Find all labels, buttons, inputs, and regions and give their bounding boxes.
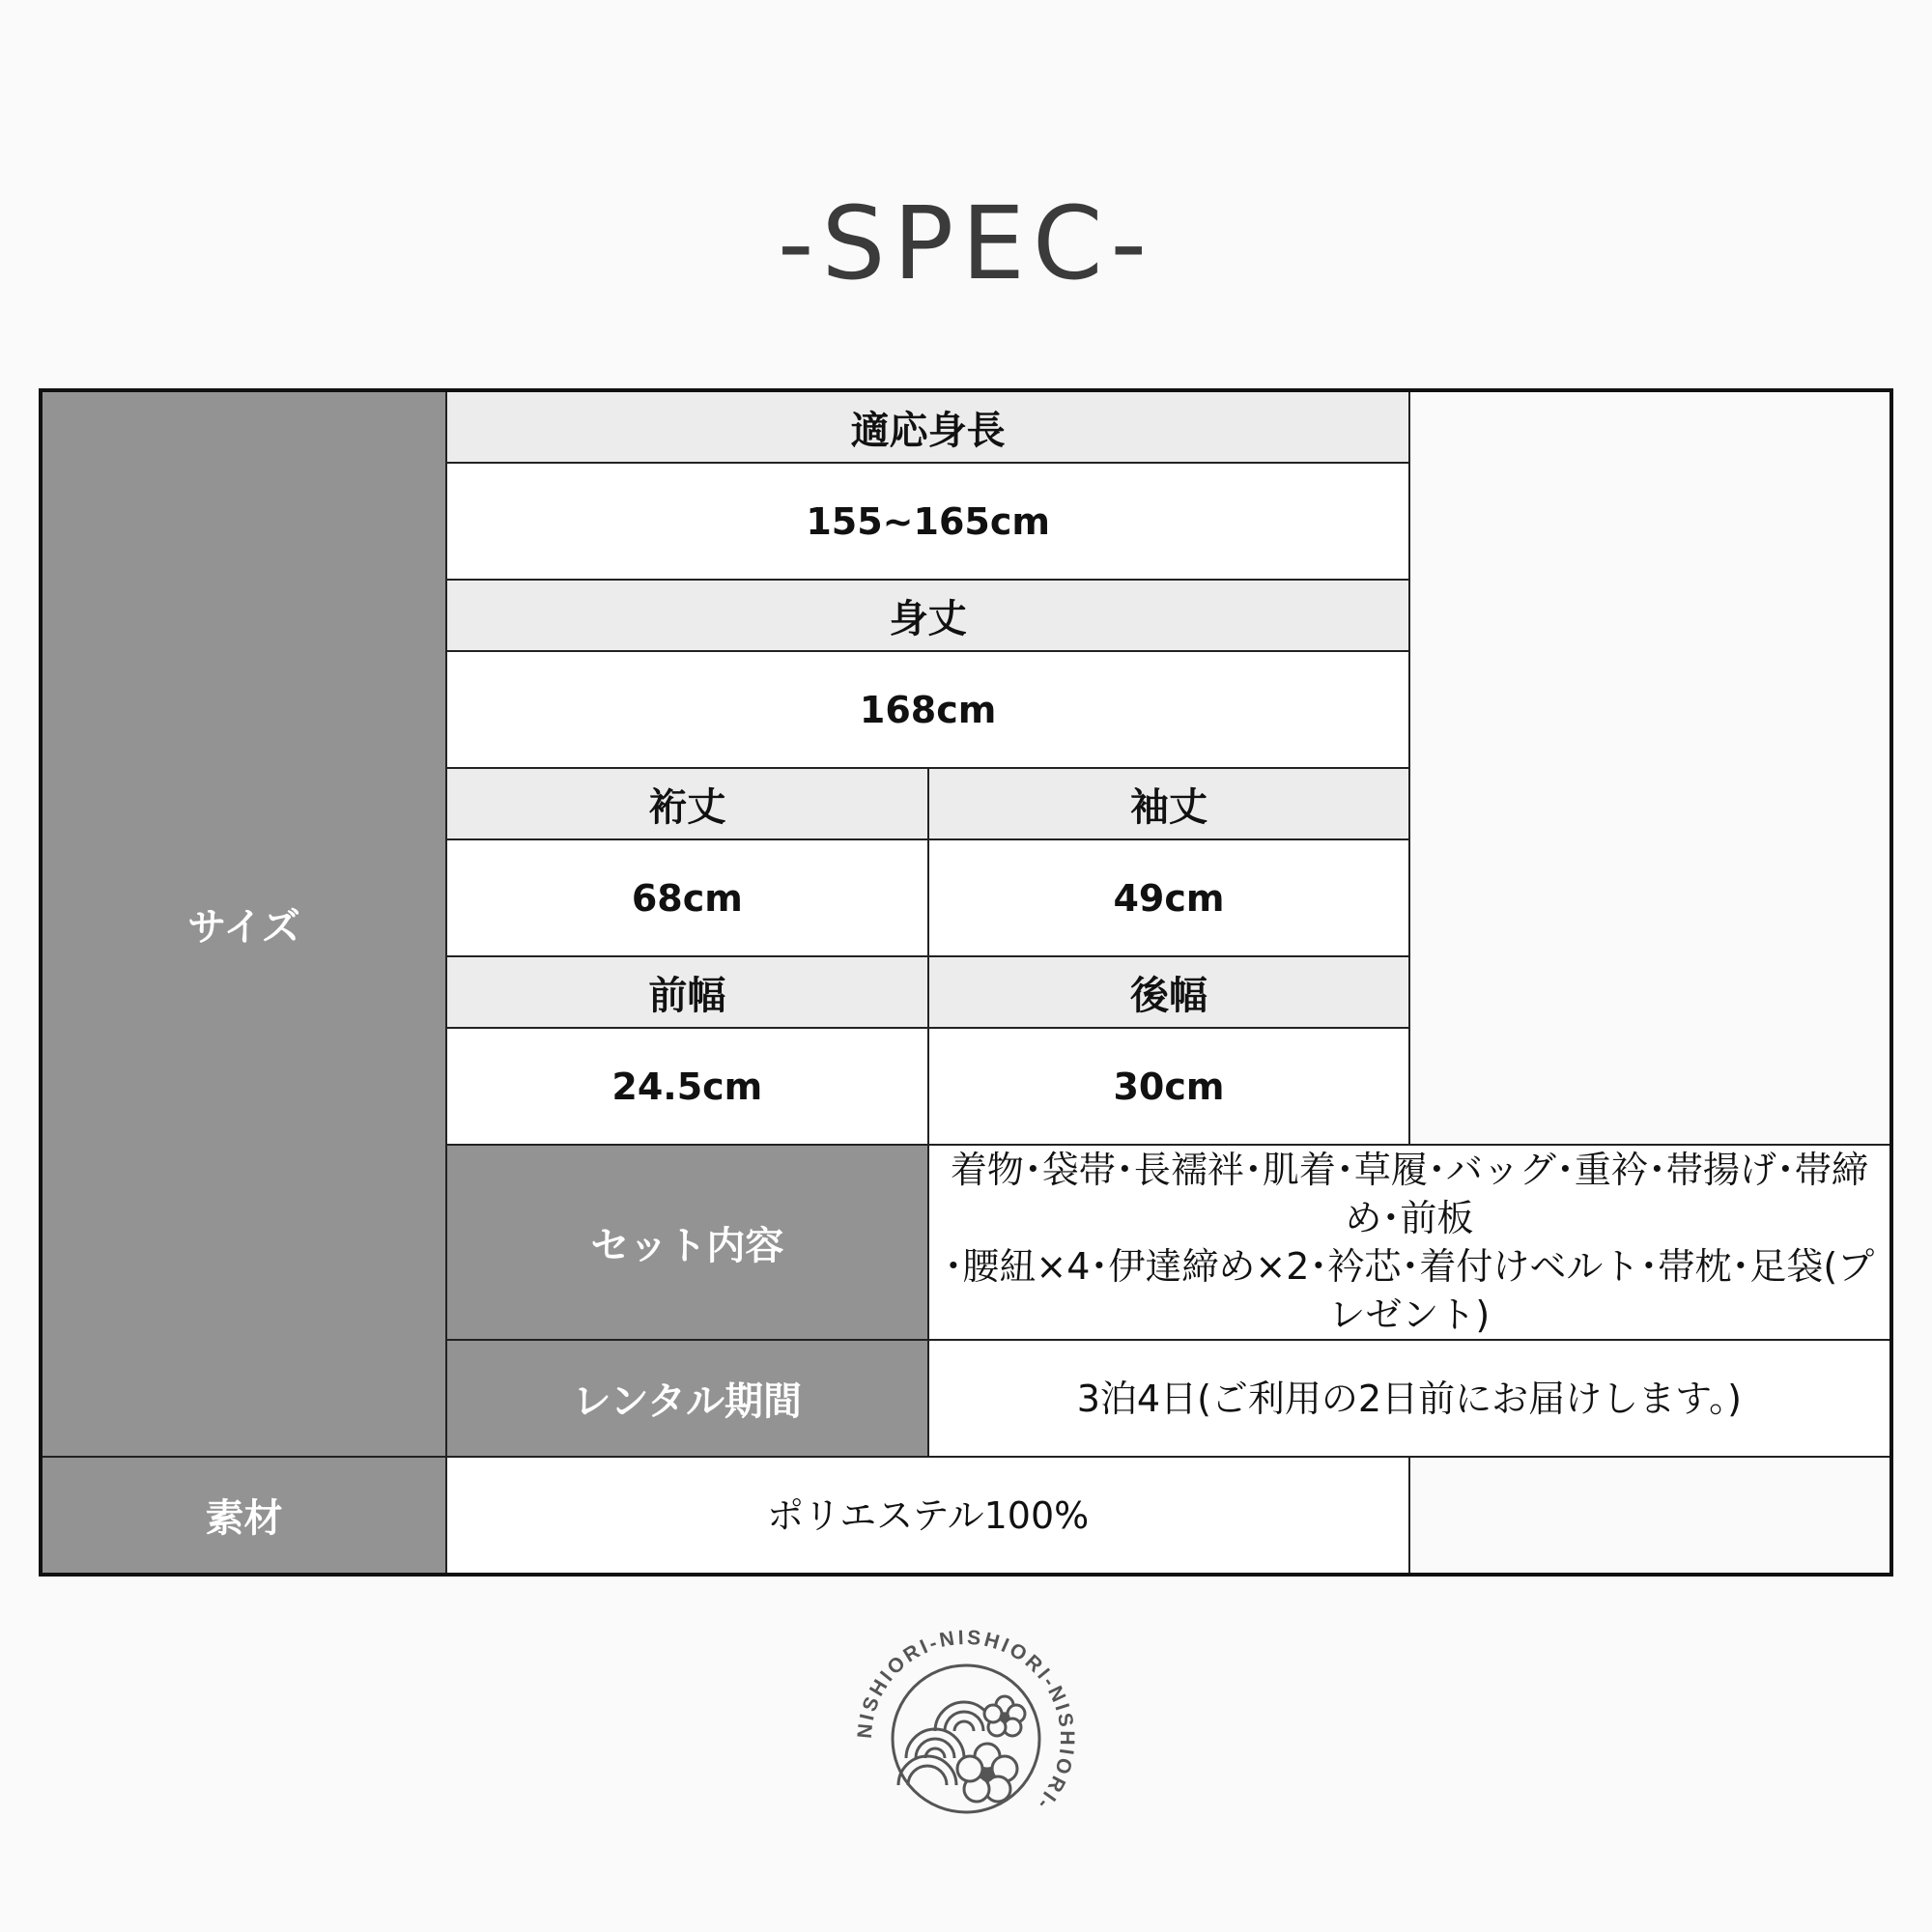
ushirohaba-label: 後幅 (928, 956, 1410, 1028)
maehaba-value: 24.5cm (446, 1028, 928, 1145)
rental-period-value: 3泊4日(ご利用の2日前にお届けします。) (928, 1340, 1891, 1457)
maehaba-label: 前幅 (446, 956, 928, 1028)
yuki-label: 裄丈 (446, 768, 928, 839)
ushirohaba-value: 30cm (928, 1028, 1410, 1145)
set-contents-line-2: ･腰紐×4･伊達締め×2･衿芯･着付けベルト･帯枕･足袋(プレゼント) (944, 1245, 1875, 1336)
mitake-value: 168cm (446, 651, 1409, 768)
height-range-value: 155~165cm (446, 463, 1409, 580)
mitake-label: 身丈 (446, 580, 1409, 651)
set-row-header: セット内容 (446, 1145, 928, 1340)
set-contents-line-1: 着物･袋帯･長襦袢･肌着･草履･バッグ･重衿･帯揚げ･帯締め･前板 (950, 1149, 1868, 1239)
sodetake-value: 49cm (928, 839, 1410, 956)
brand-logo (850, 1623, 1082, 1855)
logo-ring-text: NISHIORI-NISHIORI-NISHIORI- (853, 1626, 1079, 1816)
rental-row-header: レンタル期間 (446, 1340, 928, 1457)
size-row-header: サイズ (41, 390, 446, 1457)
sodetake-label: 袖丈 (928, 768, 1410, 839)
height-range-label: 適応身長 (446, 390, 1409, 463)
page-title: -SPEC- (777, 185, 1155, 302)
material-row-header: 素材 (41, 1457, 446, 1575)
yuki-value: 68cm (446, 839, 928, 956)
set-contents (928, 1145, 1891, 1340)
spec-table (39, 388, 1893, 1577)
material-value: ポリエステル100% (446, 1457, 1409, 1575)
